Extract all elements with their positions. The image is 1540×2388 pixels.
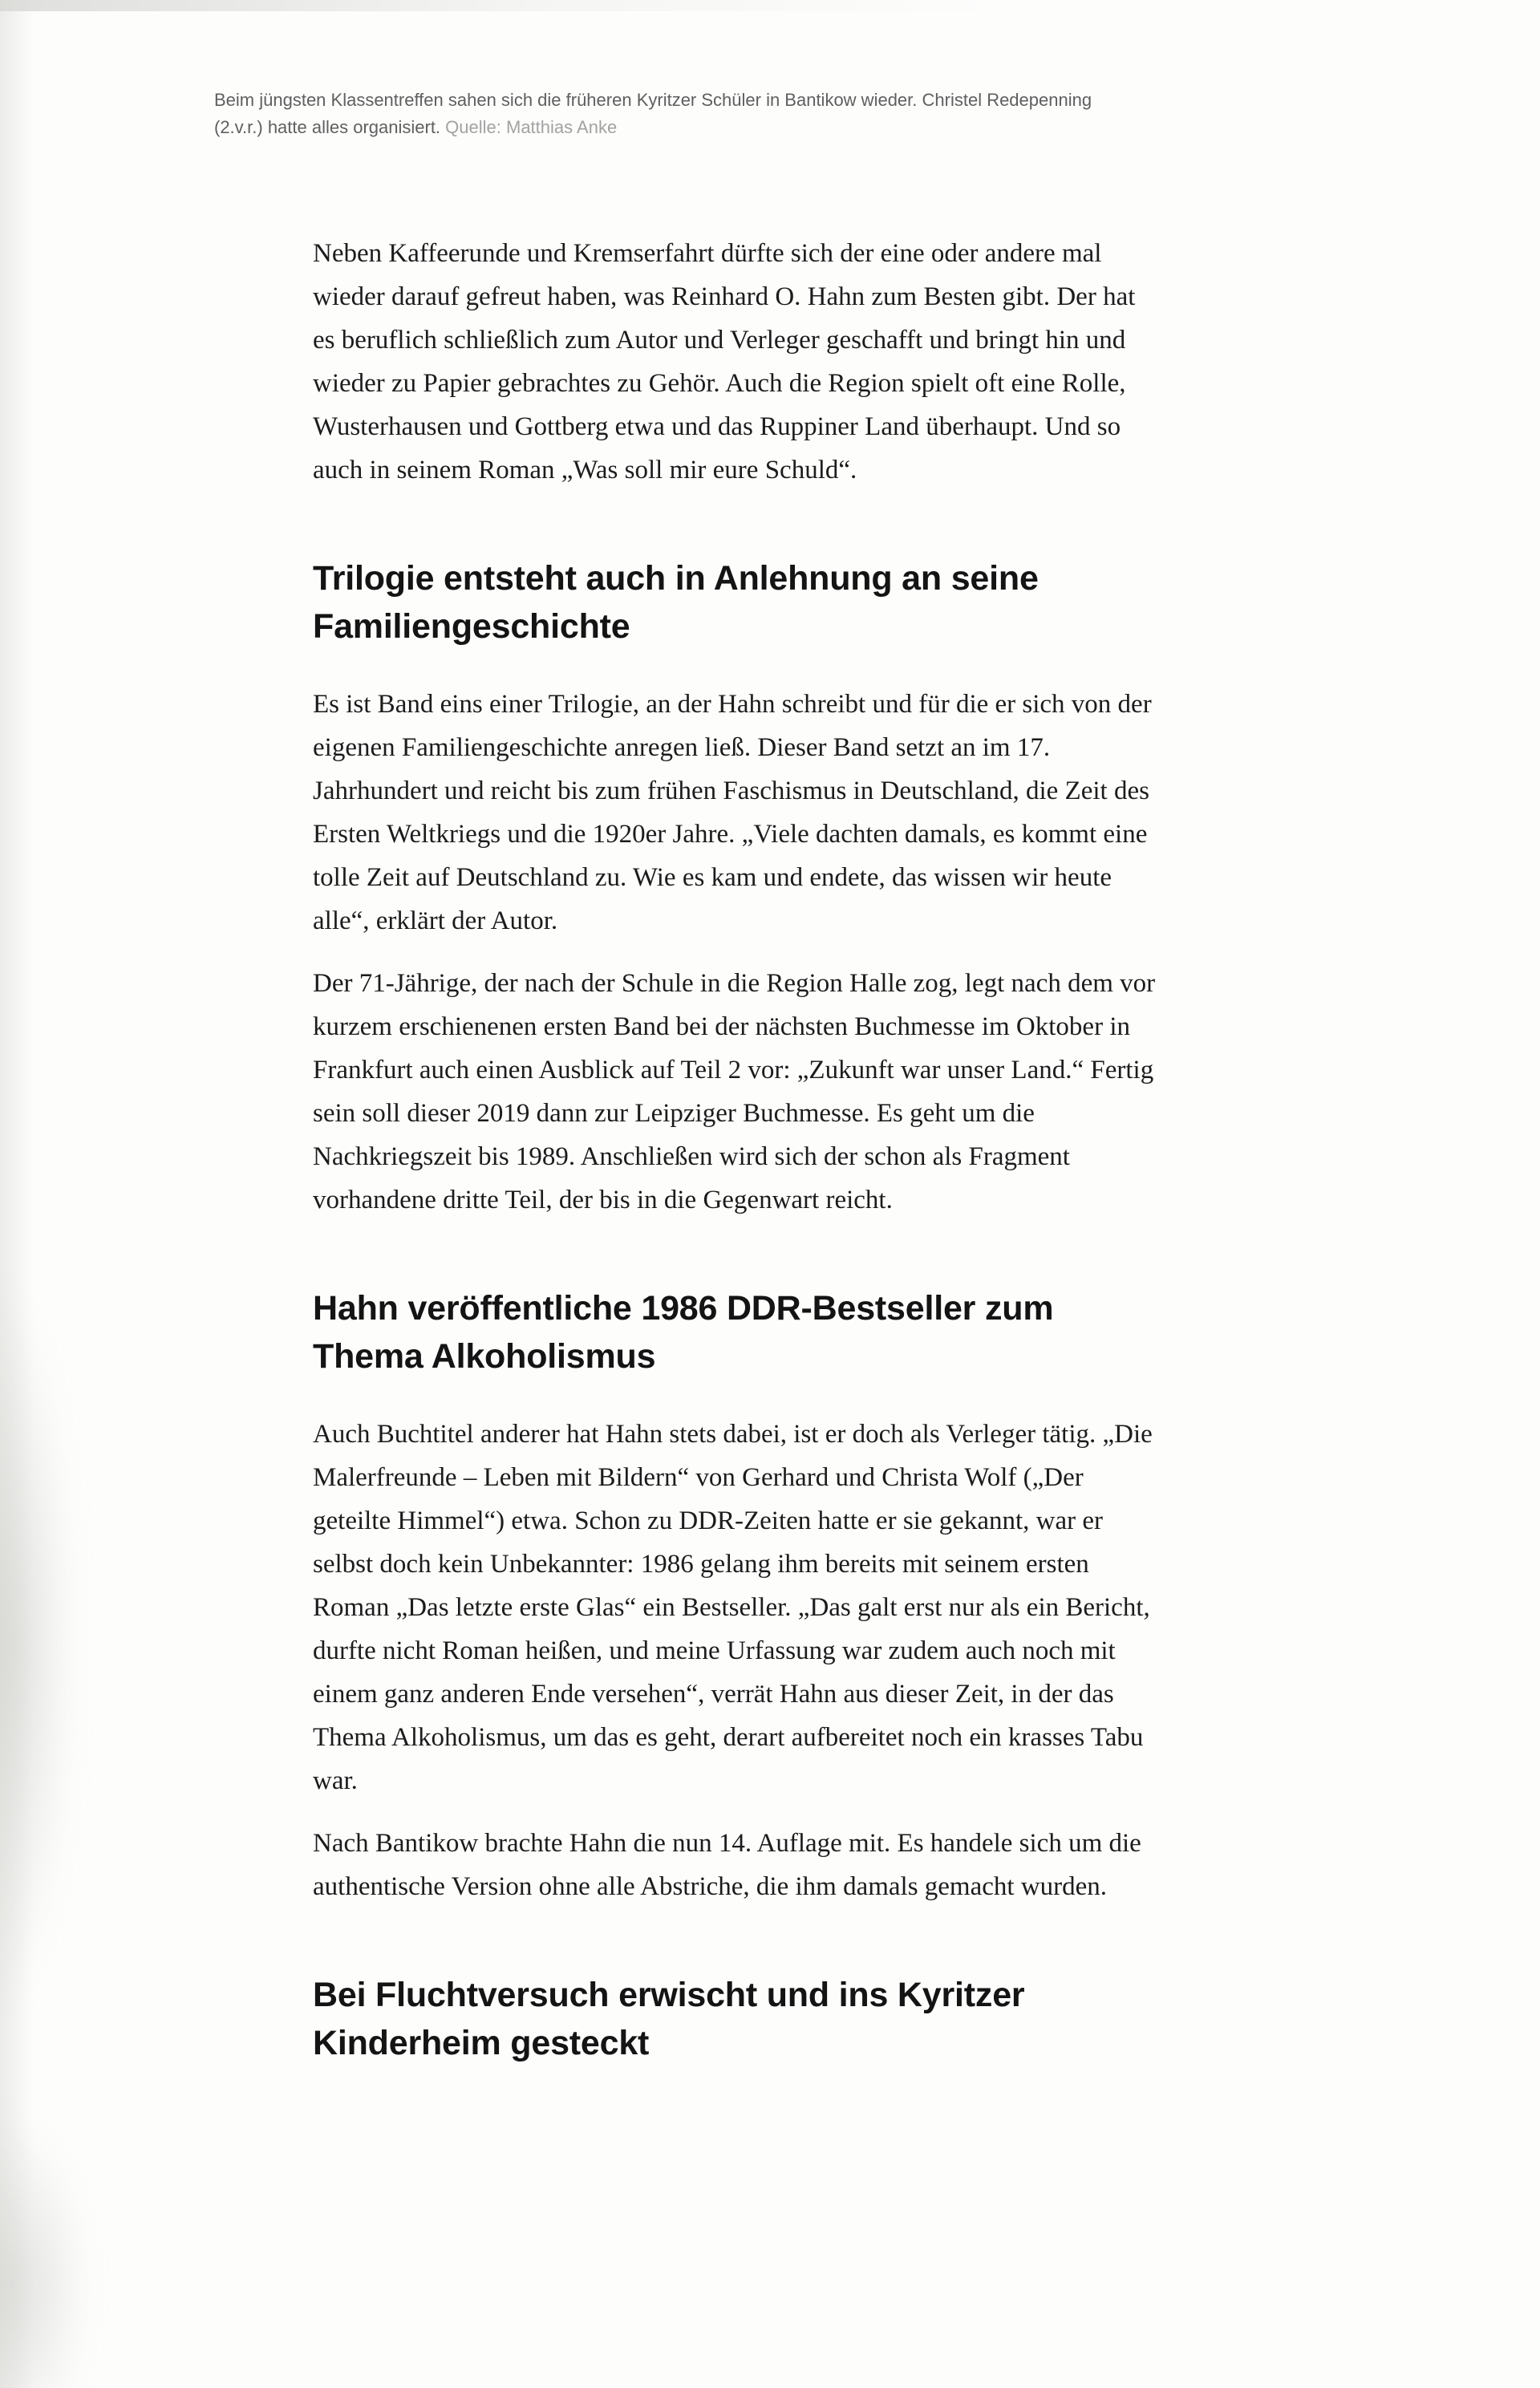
scan-shadow-top xyxy=(0,0,1540,11)
photo-caption xyxy=(214,87,1145,141)
paragraph: Neben Kaffeerunde und Kremserfahrt dürfte sich der eine oder andere mal wieder darauf gefreut haben, was Reinhard O. Hahn zum Besten gibt. Der hat es beruflich schließlich zum Autor und Verleger geschafft und bringt hin und wieder zu Papier gebrachtes zu Gehör. Auch die Region spielt oft eine Rolle, Wusterhausen und Gottberg etwa und das Ruppiner Land überhaupt. Und so auch in seinem Roman „Was soll mir eure Schuld“. xyxy=(313,239,1136,484)
section-heading: Bei Fluchtversuch erwischt und ins Kyritzer Kinderheim gesteckt xyxy=(313,1976,1025,2062)
paragraph: Auch Buchtitel anderer hat Hahn stets dabei, ist er doch als Verleger tätig. „Die Malerfreunde – Leben mit Bildern“ von Gerhard und Christa Wolf („Der geteilte Himmel“) etwa. Schon zu DDR-Zeiten hatte er sie gekannt, war er selbst doch kein Unbekannter: 1986 gelang ihm bereits mit seinem ersten Roman „Das letzte erste Glas“ ein Bestseller. „Das galt erst nur als ein Bericht, durfte nicht Roman heißen, und meine Urfassung war zudem auch noch mit einem ganz anderen Ende versehen“, verrät Hahn aus dieser Zeit, in der das Thema Alkoholismus, um das es geht, derart aufbereitet noch ein krasses Tabu war. xyxy=(313,1420,1153,1795)
paragraph: Es ist Band eins einer Trilogie, an der Hahn schreibt und für die er sich von der eigenen Familiengeschichte anregen ließ. Dieser Band setzt an im 17. Jahrhundert und reicht bis zum frühen Faschismus in Deutschland, die Zeit des Ersten Weltkriegs und die 1920er Jahre. „Viele dachten damals, es kommt eine tolle Zeit auf Deutschland zu. Wie es kam und endete, das wissen wir heute alle“, erklärt der Autor. xyxy=(313,690,1152,935)
scan-smudge-bottom-left xyxy=(0,2118,88,2388)
article-body xyxy=(313,232,1163,2067)
scan-smudge-left-middle xyxy=(0,1283,72,2005)
scan-shadow-left-edge xyxy=(0,0,34,2388)
paragraph: Nach Bantikow brachte Hahn die nun 14. Auflage mit. Es handele sich um die authentische Version ohne alle Abstriche, die ihm damals gemacht wurden. xyxy=(313,1829,1141,1901)
section-heading: Hahn veröffentliche 1986 DDR-Bestseller zum Thema Alkoholismus xyxy=(313,1289,1054,1376)
paragraph: Der 71-Jährige, der nach der Schule in die Region Halle zog, legt nach dem vor kurzem erschienenen ersten Band bei der nächsten Buchmesse im Oktober in Frankfurt auch einen Ausblick auf Teil 2 vor: „Zukunft war unser Land.“ Fertig sein soll dieser 2019 dann zur Leipziger Buchmesse. Es geht um die Nachkriegszeit bis 1989. Anschließen wird sich der schon als Fragment vorhandene dritte Teil, der bis in die Gegenwart reicht. xyxy=(313,969,1156,1214)
photo-caption-text: Beim jüngsten Klassentreffen sahen sich die früheren Kyritzer Schüler in Bantikow wieder. Christel Redepenning (2.v.r.) hatte alles organisiert. xyxy=(214,90,1092,137)
photo-caption-source: Quelle: Matthias Anke xyxy=(445,117,618,137)
section-heading: Trilogie entsteht auch in Anlehnung an seine Familiengeschichte xyxy=(313,559,1039,646)
